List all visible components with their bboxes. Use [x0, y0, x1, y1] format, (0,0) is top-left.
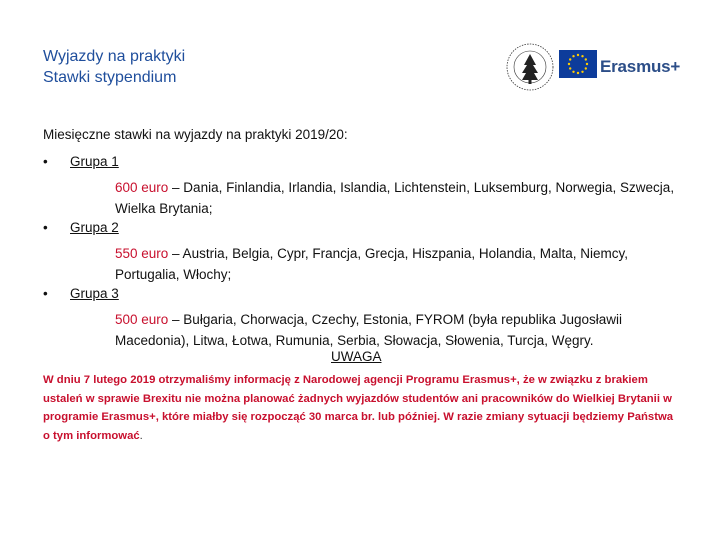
group-3-name: Grupa 3	[70, 286, 119, 301]
logo-bar	[505, 40, 685, 96]
bullet: •	[43, 154, 48, 169]
group-3-countries: – Bułgaria, Chorwacja, Czechy, Estonia, FYROM (była republika Jugosławii Macedonia), Litwa, Łotwa, Rumunia, Serbia, Słowacja, Słowenia, Turcja, Węgry.	[115, 312, 622, 348]
warning-heading: UWAGA	[331, 349, 382, 364]
group-3-amount: 500 euro	[115, 312, 169, 327]
group-3-rate	[115, 309, 675, 351]
title-line-2: Stawki stypendium	[43, 69, 177, 86]
group-1-name: Grupa 1	[70, 154, 119, 169]
group-1-countries: – Dania, Finlandia, Irlandia, Islandia, Lichtenstein, Luksemburg, Norwegia, Szwecja, Wielka Brytania;	[115, 180, 675, 216]
title-line-1: Wyjazdy na praktyki	[43, 48, 186, 65]
group-2-rate	[115, 243, 675, 285]
bullet: •	[43, 220, 48, 235]
bullet: •	[43, 286, 48, 301]
school-emblem-icon	[505, 41, 555, 93]
notice-end: .	[139, 429, 143, 442]
group-1-amount: 600 euro	[115, 180, 169, 195]
eu-flag-icon	[559, 50, 597, 78]
erasmus-plus-logo-text: Erasmus+	[600, 57, 681, 76]
notice-text: W dniu 7 lutego 2019 otrzymaliśmy informację z Narodowej agencji Programu Erasmus+, że w związku z brakiem ustaleń w sprawie Brexitu nie można planować żadnych wyjazdów studentów ani pracowników do Wielkiej Brytanii w programie Erasmus+, które miałby się rozpocząć 30 marca br. lub później. W razie zmiany sytuacji będziemy Państwa o tym informować	[43, 374, 674, 442]
brexit-notice	[43, 371, 683, 445]
slide-title	[43, 46, 185, 88]
group-2-countries: – Austria, Belgia, Cypr, Francja, Grecja, Hiszpania, Holandia, Malta, Niemcy, Portugalia, Włochy;	[115, 246, 628, 282]
group-1-rate	[115, 177, 675, 219]
group-2-amount: 550 euro	[115, 246, 169, 261]
intro-text: Miesięczne stawki na wyjazdy na praktyki 2019/20:	[43, 127, 348, 142]
group-2-name: Grupa 2	[70, 220, 119, 235]
